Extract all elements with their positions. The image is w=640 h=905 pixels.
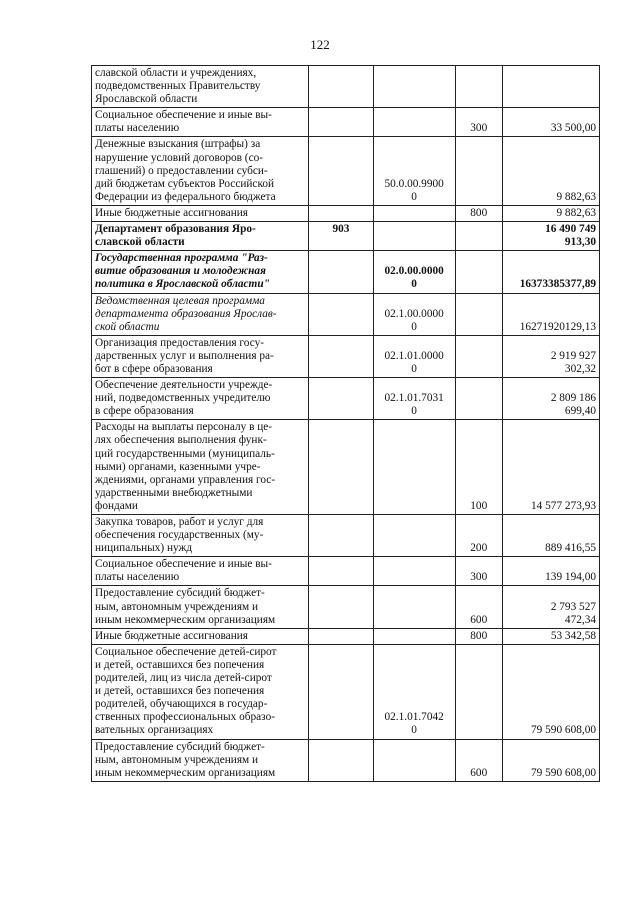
row-name-cell xyxy=(92,644,309,739)
row-expense-type-cell xyxy=(455,420,502,515)
table-row xyxy=(92,586,600,628)
row-name-cell xyxy=(92,205,309,221)
row-name-cell xyxy=(92,586,309,628)
row-target-code-text: 50.0.00.9900 0 xyxy=(384,177,444,203)
row-expense-type-text: 600 xyxy=(470,613,488,626)
row-name-text: Обеспечение деятельности учрежде- ний, подведомственных учредителю в сфере образования xyxy=(95,379,273,418)
row-amount-cell xyxy=(502,66,599,108)
row-expense-type-text: 600 xyxy=(470,766,488,779)
row-name-cell xyxy=(92,515,309,557)
row-name-text: Департамент образования Яро- славской области xyxy=(95,223,256,249)
table-row xyxy=(92,644,600,739)
row-dept-code-cell xyxy=(309,644,373,739)
row-expense-type-cell xyxy=(455,335,502,377)
row-target-code-text: 02.1.01.7031 0 xyxy=(384,392,444,418)
row-amount-text: 9 882,63 xyxy=(556,206,596,219)
row-name-text: Денежные взыскания (штрафы) за нарушение условий договоров (со- глашений) о предоставлении субси- дий бюджетам субъектов Российской Федерации из федерального бюджета xyxy=(95,138,276,203)
row-amount-cell xyxy=(502,293,599,335)
row-target-code-text: 02.0.00.0000 0 xyxy=(384,265,444,291)
row-name-text: Ведомственная целевая программа департамента образования Ярослав- ской области xyxy=(95,294,277,333)
row-target-code-cell xyxy=(373,66,455,108)
row-name-text: Организация предоставления госу- дарственных услуг и выполнения ра- бот в сфере образования xyxy=(95,336,274,375)
row-target-code-cell xyxy=(373,335,455,377)
row-target-code-text: 02.1.00.0000 0 xyxy=(384,307,444,333)
row-expense-type-text: 100 xyxy=(470,499,488,512)
row-dept-code-cell xyxy=(309,628,373,644)
table-row xyxy=(92,378,600,420)
row-amount-text: 2 809 186 699,40 xyxy=(550,392,596,418)
row-amount-cell xyxy=(502,586,599,628)
row-amount-text: 79 590 608,00 xyxy=(531,766,596,779)
row-expense-type-text: 200 xyxy=(470,542,488,555)
row-name-cell xyxy=(92,251,309,293)
row-name-text: Иные бюджетные ассигнования xyxy=(95,206,248,219)
row-target-code-cell xyxy=(373,644,455,739)
row-name-cell xyxy=(92,628,309,644)
row-name-text: Предоставление субсидий бюджет- ным, автономным учреждениям и иным некоммерческим организациям xyxy=(95,740,276,779)
row-amount-cell xyxy=(502,137,599,205)
row-target-code-cell xyxy=(373,293,455,335)
row-expense-type-text: 300 xyxy=(470,122,488,135)
row-name-text: Иные бюджетные ассигнования xyxy=(95,629,248,642)
table-row xyxy=(92,137,600,205)
row-dept-code-cell xyxy=(309,739,373,781)
budget-table xyxy=(91,65,600,782)
row-dept-code-cell xyxy=(309,108,373,137)
row-target-code-text: 02.1.01.0000 0 xyxy=(384,349,444,375)
row-name-cell xyxy=(92,293,309,335)
budget-table-body xyxy=(92,66,600,782)
row-expense-type-text: 800 xyxy=(470,629,488,642)
row-target-code-cell xyxy=(373,222,455,251)
row-expense-type-cell xyxy=(455,293,502,335)
row-expense-type-cell xyxy=(455,739,502,781)
row-name-cell xyxy=(92,420,309,515)
row-expense-type-text: 300 xyxy=(470,571,488,584)
row-name-cell xyxy=(92,66,309,108)
row-amount-text: 16373385377,89 xyxy=(519,278,596,291)
row-amount-cell xyxy=(502,644,599,739)
row-dept-code-cell xyxy=(309,335,373,377)
row-dept-code-cell xyxy=(309,557,373,586)
row-amount-text: 53 342,58 xyxy=(550,629,596,642)
table-row xyxy=(92,293,600,335)
row-amount-cell xyxy=(502,251,599,293)
row-dept-code-cell xyxy=(309,293,373,335)
row-dept-code-cell xyxy=(309,66,373,108)
row-expense-type-text: 800 xyxy=(470,206,488,219)
row-dept-code-cell xyxy=(309,420,373,515)
row-expense-type-cell xyxy=(455,378,502,420)
row-target-code-cell xyxy=(373,515,455,557)
row-target-code-cell xyxy=(373,251,455,293)
row-expense-type-cell xyxy=(455,628,502,644)
row-amount-cell xyxy=(502,628,599,644)
row-name-cell xyxy=(92,557,309,586)
row-amount-text: 33 500,00 xyxy=(550,122,596,135)
row-target-code-cell xyxy=(373,628,455,644)
row-dept-code-cell xyxy=(309,137,373,205)
row-amount-text: 889 416,55 xyxy=(545,542,596,555)
row-dept-code-text: 903 xyxy=(332,223,350,236)
table-row xyxy=(92,251,600,293)
row-amount-cell xyxy=(502,557,599,586)
row-name-text: Предоставление субсидий бюджет- ным, автономным учреждениям и иным некоммерческим организациям xyxy=(95,587,276,626)
row-amount-text: 16 490 749 913,30 xyxy=(545,223,596,249)
row-target-code-cell xyxy=(373,557,455,586)
row-amount-text: 79 590 608,00 xyxy=(531,724,596,737)
row-amount-text: 2 919 927 302,32 xyxy=(550,349,596,375)
row-target-code-cell xyxy=(373,420,455,515)
table-row xyxy=(92,222,600,251)
row-expense-type-cell xyxy=(455,644,502,739)
row-amount-cell xyxy=(502,222,599,251)
row-name-cell xyxy=(92,739,309,781)
row-target-code-cell xyxy=(373,586,455,628)
row-name-cell xyxy=(92,335,309,377)
row-expense-type-cell xyxy=(455,251,502,293)
row-amount-text: 16271920129,13 xyxy=(519,320,596,333)
row-expense-type-cell xyxy=(455,205,502,221)
row-dept-code-cell xyxy=(309,205,373,221)
table-row xyxy=(92,739,600,781)
row-amount-text: 9 882,63 xyxy=(556,190,596,203)
row-amount-cell xyxy=(502,335,599,377)
table-row xyxy=(92,205,600,221)
row-amount-text: 139 194,00 xyxy=(545,571,596,584)
table-row xyxy=(92,628,600,644)
row-dept-code-cell xyxy=(309,515,373,557)
row-name-text: Закупка товаров, работ и услуг для обеспечения государственных (му- ниципальных) нужд xyxy=(95,516,264,555)
row-name-text: Государственная программа "Раз- витие образования и молодежная политика в Ярославской области" xyxy=(95,252,270,291)
table-row xyxy=(92,515,600,557)
row-name-text: Социальное обеспечение и иные вы- платы населению xyxy=(95,558,272,584)
row-expense-type-cell xyxy=(455,66,502,108)
row-expense-type-cell xyxy=(455,108,502,137)
row-name-cell xyxy=(92,108,309,137)
row-expense-type-cell xyxy=(455,515,502,557)
row-expense-type-cell xyxy=(455,137,502,205)
table-row xyxy=(92,420,600,515)
row-name-text: Социальное обеспечение и иные вы- платы населению xyxy=(95,109,272,135)
row-expense-type-cell xyxy=(455,557,502,586)
row-target-code-text: 02.1.01.7042 0 xyxy=(384,711,444,737)
row-name-text: славской области и учреждениях, подведомственных Правительству Ярославской области xyxy=(95,67,261,106)
row-dept-code-cell xyxy=(309,378,373,420)
row-amount-cell xyxy=(502,205,599,221)
row-amount-cell xyxy=(502,378,599,420)
row-target-code-cell xyxy=(373,739,455,781)
row-amount-cell xyxy=(502,515,599,557)
row-expense-type-cell xyxy=(455,586,502,628)
row-target-code-cell xyxy=(373,137,455,205)
row-expense-type-cell xyxy=(455,222,502,251)
table-row xyxy=(92,557,600,586)
row-amount-text: 2 793 527 472,34 xyxy=(550,600,596,626)
row-target-code-cell xyxy=(373,378,455,420)
row-dept-code-cell xyxy=(309,586,373,628)
row-name-text: Социальное обеспечение детей-сирот и детей, оставшихся без попечения родителей, лиц из числа детей-сирот и детей, оставшихся без попечения родителей, обучающихся в государ- ственных профессиональных образо- вательных организациях xyxy=(95,645,277,737)
row-amount-cell xyxy=(502,420,599,515)
row-dept-code-cell xyxy=(309,222,373,251)
row-amount-cell xyxy=(502,739,599,781)
row-amount-cell xyxy=(502,108,599,137)
table-row xyxy=(92,108,600,137)
table-row xyxy=(92,335,600,377)
row-name-cell xyxy=(92,222,309,251)
page-number: 122 xyxy=(310,37,330,52)
row-name-cell xyxy=(92,137,309,205)
row-dept-code-cell xyxy=(309,251,373,293)
row-name-cell xyxy=(92,378,309,420)
row-target-code-cell xyxy=(373,205,455,221)
row-amount-text: 14 577 273,93 xyxy=(531,499,596,512)
table-row xyxy=(92,66,600,108)
row-name-text: Расходы на выплаты персоналу в це- лях обеспечения выполнения функ- ций государственными (муниципаль- ными) органами, казенными учре- ждениями, органами управления гос- ударственными внебюджетными фондами xyxy=(95,421,276,512)
row-target-code-cell xyxy=(373,108,455,137)
